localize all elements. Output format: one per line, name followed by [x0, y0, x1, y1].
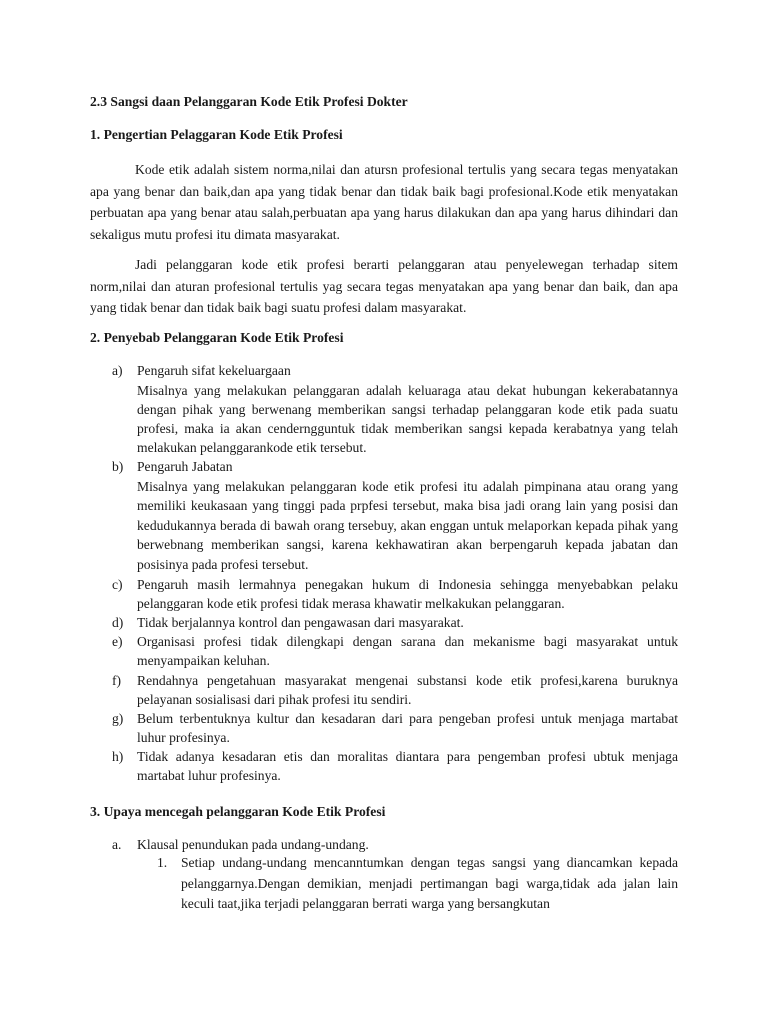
list-label: d)	[112, 615, 124, 630]
list-item-d	[112, 614, 678, 633]
list-label: a)	[112, 363, 123, 378]
list-item-c	[112, 576, 678, 613]
section-3-heading: 3. Upaya mencegah pelanggaran Kode Etik Profesi	[90, 804, 386, 819]
list-item-text: Pengaruh masih lermahnya penegakan hukum di Indonesia sehingga menyebabkan pelaku pelanggaran kode etik profesi tidak merasa khawatir melkakukan pelanggaran.	[137, 577, 678, 611]
list-item-text: Organisasi profesi tidak dilengkapi dengan sarana dan mekanisme bagi masyarakat untuk menyampaikan keluhan.	[137, 634, 678, 668]
section-3-subitem-1	[157, 853, 678, 915]
list-item-a	[112, 362, 678, 457]
section-1-heading: 1. Pengertian Pelaggaran Kode Etik Profesi	[90, 127, 343, 142]
list-label: h)	[112, 749, 124, 764]
list-item-text: Tidak berjalannya kontrol dan pengawasan dari masyarakat.	[137, 615, 464, 630]
list-item-e	[112, 633, 678, 670]
sublist-item-text: Setiap undang-undang mencanntumkan dengan tegas sangsi yang diancamkan kepada pelanggarnya.Dengan demikian, menjadi pertimangan bagi warga,tidak ada jalan lain keculi taat,jika terjadi pelanggaran berrati warga yang bersangkutan	[181, 855, 678, 911]
list-item-f	[112, 672, 678, 709]
list-item-text: Misalnya yang melakukan pelanggaran adalah keluaraga atau dekat hubungan kekerabatannya dengan pihak yang berwenang memberikan sangsi terhadap pelanggaran kode etik pada suatu profesi, maka ia akan cenderngguntuk tidak memberikan sangsi kepada kerabatnya yang telah melakukan pelanggarankode etik tersebut.	[137, 382, 678, 456]
sublist-label: 1.	[157, 855, 168, 870]
list-item-text: Rendahnya pengetahuan masyarakat mengenai substansi kode etik profesi,karena buruknya pelayanan sosialisasi dari pihak profesi itu sendiri.	[137, 673, 678, 707]
section-3-item-a	[112, 836, 678, 855]
list-item-title: Pengaruh Jabatan	[137, 459, 233, 474]
list-label: c)	[112, 577, 123, 592]
list-item-g	[112, 710, 678, 747]
section-1-paragraph-2: Jadi pelanggaran kode etik profesi berarti pelanggaran atau penyelewegan terhadap sitem norm,nilai dan aturan profesional tertulis yag secara tegas menyatakan apa yang benar dan baik, dan apa yang tidak benar dan tidak baik bagi suatu profesi dalam masyarakat.	[90, 257, 678, 315]
list-item-b	[112, 458, 678, 575]
list-label: e)	[112, 634, 123, 649]
list-label: f)	[112, 673, 122, 688]
list-item-h	[112, 748, 678, 785]
list-item-title: Pengaruh sifat kekeluargaan	[137, 363, 291, 378]
section-2-heading: 2. Penyebab Pelanggaran Kode Etik Profesi	[90, 330, 344, 345]
list-label: b)	[112, 459, 124, 474]
list-label: g)	[112, 711, 124, 726]
list-item-text: Belum terbentuknya kultur dan kesadaran dari para pengeban profesi untuk menjaga martabat luhur profesinya.	[137, 711, 678, 745]
section-1-paragraph-1: Kode etik adalah sistem norma,nilai dan atursn profesional tertulis yang secara tegas menyatakan apa yang benar dan baik,dan apa yang tidak benar dan tidak baik bagi profesional.Kode etik menyatakan perbuatan apa yang benar atau salah,perbuatan apa yang harus dilakukan dan apa yang harus dihindari dan sekaligus mutu profesi itu dimata masyarakat.	[90, 162, 678, 242]
list-item-text: Klausal penundukan pada undang-undang.	[137, 837, 369, 852]
list-item-text: Misalnya yang melakukan pelanggaran kode etik profesi itu adalah pimpinana atau orang yang memiliki keukasaan yang tinggi pada prpfesi tersebut, maka bisa jadi orang lain yang posisi dan kedudukannya berada di bawah orang tersebuy, akan enggan untuk melaporkan kepada pihak yang berwebnang memberikan sangsi, karena kekhawatiran akan berpengaruh kepada jabatan dan posisinya pada profesi tersebut.	[137, 478, 678, 572]
list-label: a.	[112, 837, 122, 852]
list-item-text: Tidak adanya kesadaran etis dan moralitas diantara para pengemban profesi ubtuk menjaga martabat luhur profesinya.	[137, 749, 678, 783]
document-title: 2.3 Sangsi daan Pelanggaran Kode Etik Profesi Dokter	[90, 94, 408, 109]
